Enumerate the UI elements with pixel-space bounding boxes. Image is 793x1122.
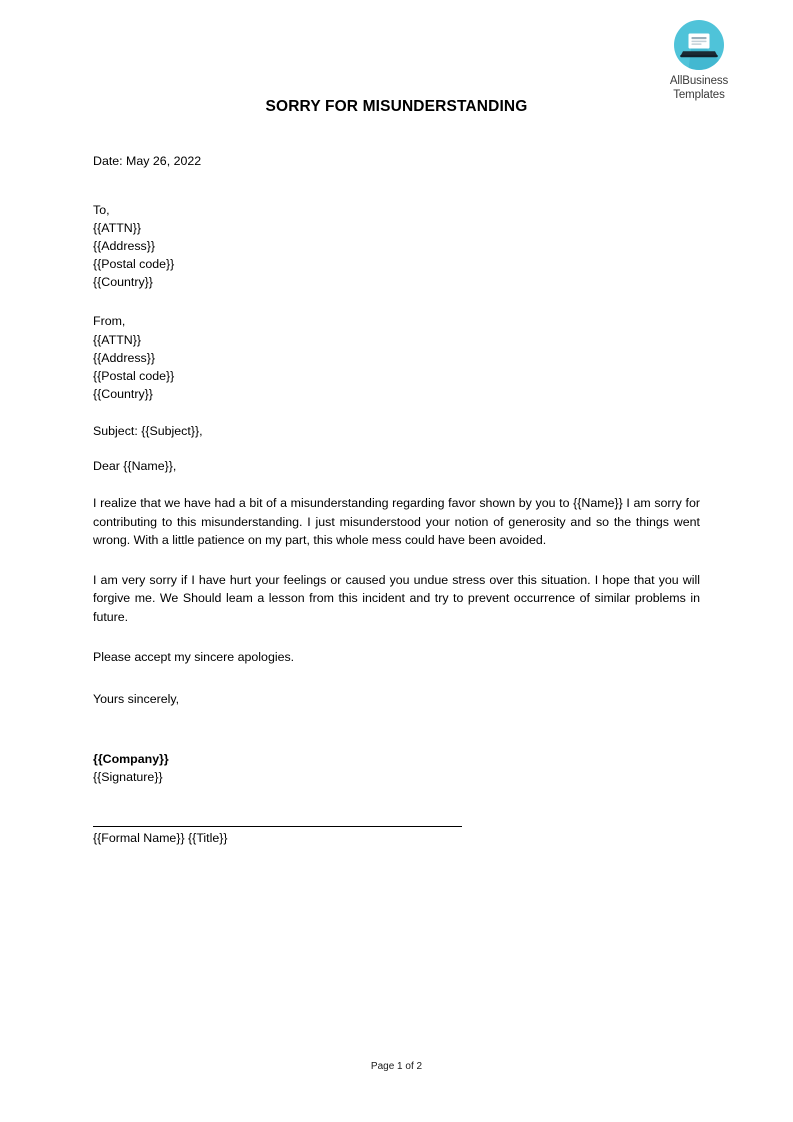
sender-address-block xyxy=(93,312,700,402)
page-indicator: Page 1 of 2 xyxy=(370,1061,423,1072)
recipient-postal-code: {{Postal code}} xyxy=(93,257,175,272)
sender-country: {{Country}} xyxy=(93,386,153,401)
salutation: Dear {{Name}}, xyxy=(93,458,177,473)
document-body xyxy=(93,0,700,845)
body-paragraph-3: Please accept my sincere apologies. xyxy=(93,649,295,664)
signature-rule xyxy=(93,826,462,827)
page-footer xyxy=(0,1061,793,1072)
formal-name-title: {{Formal Name}} {{Title}} xyxy=(93,831,228,846)
page-title: SORRY FOR MISUNDERSTANDING xyxy=(265,98,528,115)
recipient-address-block xyxy=(93,201,700,291)
sender-postal-code: {{Postal code}} xyxy=(93,368,175,383)
subject-line: Subject: {{Subject}}, xyxy=(93,423,203,438)
body-paragraph-2: I am very sorry if I have hurt your feelings or caused you undue stress over this situation. I hope that you will forgive me. We Should leam a lesson from this incident and try to prevent occurrence of similar problems in future. xyxy=(93,572,700,624)
signature-block xyxy=(93,750,700,786)
body-paragraph-1: I realize that we have had a bit of a misunderstanding regarding favor shown by you to {{Name}} I am sorry for contributing to this misunderstanding. I just misunderstood your notion of generosity and so the things went wrong. With a little patience on my part, this whole mess could have been avoided. xyxy=(93,495,700,548)
recipient-heading: To, xyxy=(93,203,110,217)
signature-name: {{Signature}} xyxy=(93,770,163,785)
sender-attn: {{ATTN}} xyxy=(93,332,141,347)
brand-wordmark-line1: AllBusiness xyxy=(669,75,729,87)
signature-company: {{Company}} xyxy=(93,752,169,767)
recipient-attn: {{ATTN}} xyxy=(93,221,141,236)
date-line: Date: May 26, 2022 xyxy=(93,154,202,168)
recipient-country: {{Country}} xyxy=(93,275,153,290)
closing-line: Yours sincerely, xyxy=(93,692,180,707)
recipient-address: {{Address}} xyxy=(93,239,156,254)
sender-heading: From, xyxy=(93,314,126,329)
sender-address: {{Address}} xyxy=(93,350,156,365)
brand-wordmark-line2: Templates xyxy=(673,88,725,101)
